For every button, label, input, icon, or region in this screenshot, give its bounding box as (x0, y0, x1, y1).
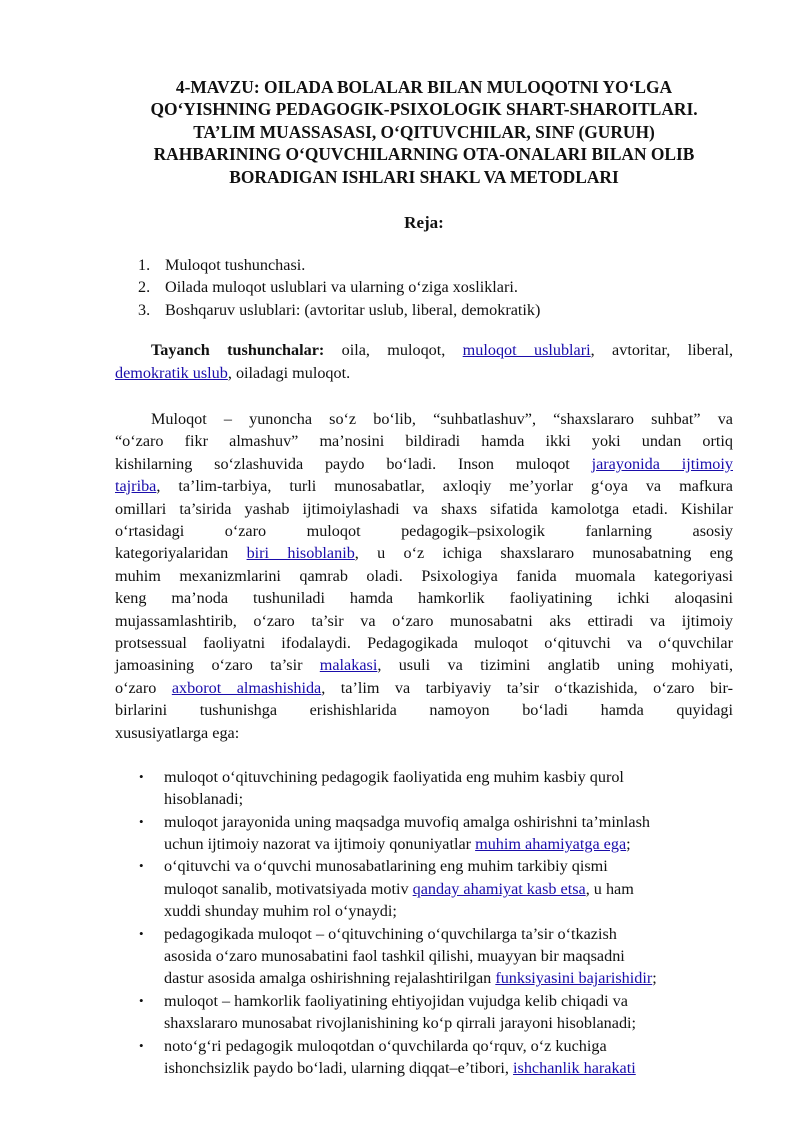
plan-list (115, 254, 733, 321)
bullet-text: ; (626, 835, 631, 854)
plan-item-number: 1. (138, 256, 151, 275)
keyword-link[interactable]: demokratik uslub (115, 363, 228, 382)
bullet-icon: • (139, 992, 144, 1008)
bullet-line (164, 1057, 733, 1079)
keywords-text: oila, muloqot, (324, 341, 463, 360)
body-line: protsessual faoliyatni ifodalaydi. Pedagogikada muloqot o‘qituvchi va o‘quvchilar (115, 633, 733, 652)
bullet-line (164, 900, 733, 922)
body-paragraph (115, 408, 733, 744)
bullet-list (115, 766, 733, 1079)
bullet-text: muloqot o‘qituvchining pedagogik faoliyatida eng muhim kasbiy qurol (164, 767, 624, 786)
bullet-text: uchun ijtimoiy nazorat va ijtimoiy qonuniyatlar (164, 835, 476, 854)
bullet-text: muloqot sanalib, motivatsiyada motiv (164, 879, 413, 898)
plan-item (115, 254, 733, 276)
body-link[interactable]: malakasi (319, 656, 378, 675)
plan-item-text: Muloqot tushunchasi. (165, 256, 306, 275)
bullet-text: hisoblanadi; (164, 790, 244, 809)
bullet-text: o‘qituvchi va o‘quvchi munosabatlarining eng muhim tarkibiy qismi (164, 857, 608, 876)
document-page (115, 76, 733, 1079)
bullet-item (115, 855, 733, 922)
bullet-item (115, 923, 733, 990)
title-line: TA’LIM MUASSASASI, O‘QITUVCHILAR, SINF (GURUH) (193, 121, 655, 142)
bullet-text: asosida o‘zaro munosabatini faol tashkil qilishi, muayyan bir maqsadni (164, 947, 625, 966)
bullet-icon: • (139, 813, 144, 829)
body-line: birlarini tushunishga erishishlarida namoyon bo‘ladi hamda quyidagi (115, 701, 733, 720)
bullet-line (164, 967, 733, 989)
body-line: tajriba, ta’lim-tarbiya, turli munosabatlar, axloqiy me’yorlar g‘oya va mafkura (115, 477, 733, 496)
plan-heading: Reja: (404, 213, 444, 233)
body-line: keng ma’noda tushuniladi hamda hamkorlik faoliyatining ichki aloqasini (115, 589, 733, 608)
bullet-link[interactable]: ishchanlik harakati (513, 1058, 636, 1077)
plan-item-text: Boshqaruv uslublari: (avtoritar uslub, liberal, demokratik) (165, 300, 541, 319)
bullet-line (164, 855, 733, 877)
plan-item (115, 299, 733, 321)
bullet-text: muloqot jarayonida uning maqsadga muvofiq amalga oshirishni ta’minlash (164, 812, 650, 831)
title-line: 4-MAVZU: OILADA BOLALAR BILAN MULOQOTNI YO‘LGA (175, 77, 673, 97)
plan-item-number: 2. (138, 278, 151, 297)
plan-item-text: Oilada muloqot uslublari va ularning o‘ziga xosliklari. (165, 278, 518, 297)
keywords-text: , oiladagi muloqot. (227, 363, 351, 382)
keyword-link[interactable]: muloqot uslublari (462, 341, 591, 360)
body-link[interactable]: axborot almashishida (171, 678, 322, 697)
bullet-link[interactable]: qanday ahamiyat kasb etsa (412, 879, 586, 898)
keywords-paragraph (115, 339, 733, 384)
title-line: RAHBARINING O‘QUVCHILARNING OTA-ONALARI BILAN OLIB (153, 144, 695, 165)
title-line: QO‘YISHNING PEDAGOGIK-PSIXOLOGIK SHART-SHAROITLARI. (150, 99, 698, 120)
bullet-icon: • (139, 1037, 144, 1053)
body-link[interactable]: tajriba (115, 477, 157, 496)
bullet-link[interactable]: muhim ahamiyatga ega (475, 835, 627, 854)
title-line: BORADIGAN ISHLARI SHAKL VA METODLARI (229, 166, 619, 187)
body-line: kategoriyalaridan biri hisoblanib, u o‘z ichiga shaxslararo munosabatning eng (115, 544, 733, 563)
bullet-icon: • (139, 768, 144, 784)
bullet-item (115, 766, 733, 811)
bullet-line (164, 1012, 733, 1034)
body-link[interactable]: biri hisoblanib (246, 544, 355, 563)
body-line: o‘rtasidagi o‘zaro muloqot pedagogik–psixologik fanlarning asosiy (115, 521, 733, 540)
bullet-item (115, 811, 733, 856)
plan-item-number: 3. (138, 300, 151, 319)
bullet-line (164, 833, 733, 855)
keywords-line (115, 362, 733, 384)
bullet-item (115, 990, 733, 1035)
page-title (115, 76, 733, 188)
bullet-icon: • (139, 925, 144, 941)
bullet-text: ; (652, 969, 657, 988)
bullet-text: muloqot – hamkorlik faoliyatining ehtiyojidan vujudga kelib chiqadi va (164, 991, 628, 1010)
bullet-line (164, 990, 733, 1012)
bullet-text: ishonchsizlik paydo bo‘ladi, ularning diqqat–e’tibori, (164, 1058, 514, 1077)
body-line: jamoasining o‘zaro ta’sir malakasi, usuli va tizimini anglatib uning mohiyati, (115, 656, 733, 675)
bullet-line (164, 766, 733, 788)
bullet-text: noto‘g‘ri pedagogik muloqotdan o‘quvchilarda qo‘rquv, o‘z kuchiga (164, 1036, 607, 1055)
bullet-text: xuddi shunday muhim rol o‘ynaydi; (164, 902, 397, 921)
body-line: mujassamlashtirib, o‘zaro ta’sir va o‘zaro munosabatni aks ettiradi va ijtimoiy (115, 611, 733, 630)
body-line: omillari ta’sirida yashab ijtimoiylashadi va shaxs sifatida kamolotga etadi. Kishilar (115, 499, 733, 518)
body-line: xususiyatlarga ega: (115, 723, 240, 742)
bullet-text: pedagogikada muloqot – o‘qituvchining o‘quvchilarga ta’sir o‘tkazish (164, 924, 617, 943)
body-line: kishilarning so‘zlashuvida paydo bo‘ladi. Inson muloqot jarayonida ijtimoiy (115, 454, 733, 473)
bullet-line (164, 811, 733, 833)
bullet-line (164, 788, 733, 810)
bullet-line (164, 1035, 733, 1057)
bullet-icon: • (139, 858, 144, 874)
bullet-line (164, 878, 733, 900)
keywords-line (115, 339, 733, 361)
bullet-text: , u ham (585, 879, 634, 898)
bullet-link[interactable]: funksiyasini bajarishidir (495, 969, 653, 988)
bullet-line (164, 945, 733, 967)
body-line: muhim mexanizmlarini qamrab oladi. Psixologiya fanida muomala kategoriyasi (115, 566, 733, 585)
bullet-text: shaxslararo munosabat rivojlanishining ko‘p qirrali jarayoni hisoblanadi; (164, 1014, 637, 1033)
keywords-label: Tayanch tushunchalar: (151, 341, 325, 360)
bullet-line (164, 923, 733, 945)
bullet-item (115, 1035, 733, 1080)
body-line: o‘zaro axborot almashishida, ta’lim va tarbiyaviy ta’sir o‘tkazishida, o‘zaro bir- (115, 678, 734, 697)
body-line: “o‘zaro fikr almashuv” ma’nosini bildiradi hamda ikki yoki undan ortiq (115, 432, 733, 451)
keywords-text: , avtoritar, liberal, (590, 341, 734, 360)
bullet-text: dastur asosida amalga oshirishning rejalashtirilgan (164, 969, 496, 988)
body-line: Muloqot – yunoncha so‘z bo‘lib, “suhbatlashuv”, “shaxslararo suhbat” va (151, 410, 733, 429)
plan-item (115, 276, 733, 298)
body-link[interactable]: jarayonida ijtimoiy (591, 454, 733, 473)
